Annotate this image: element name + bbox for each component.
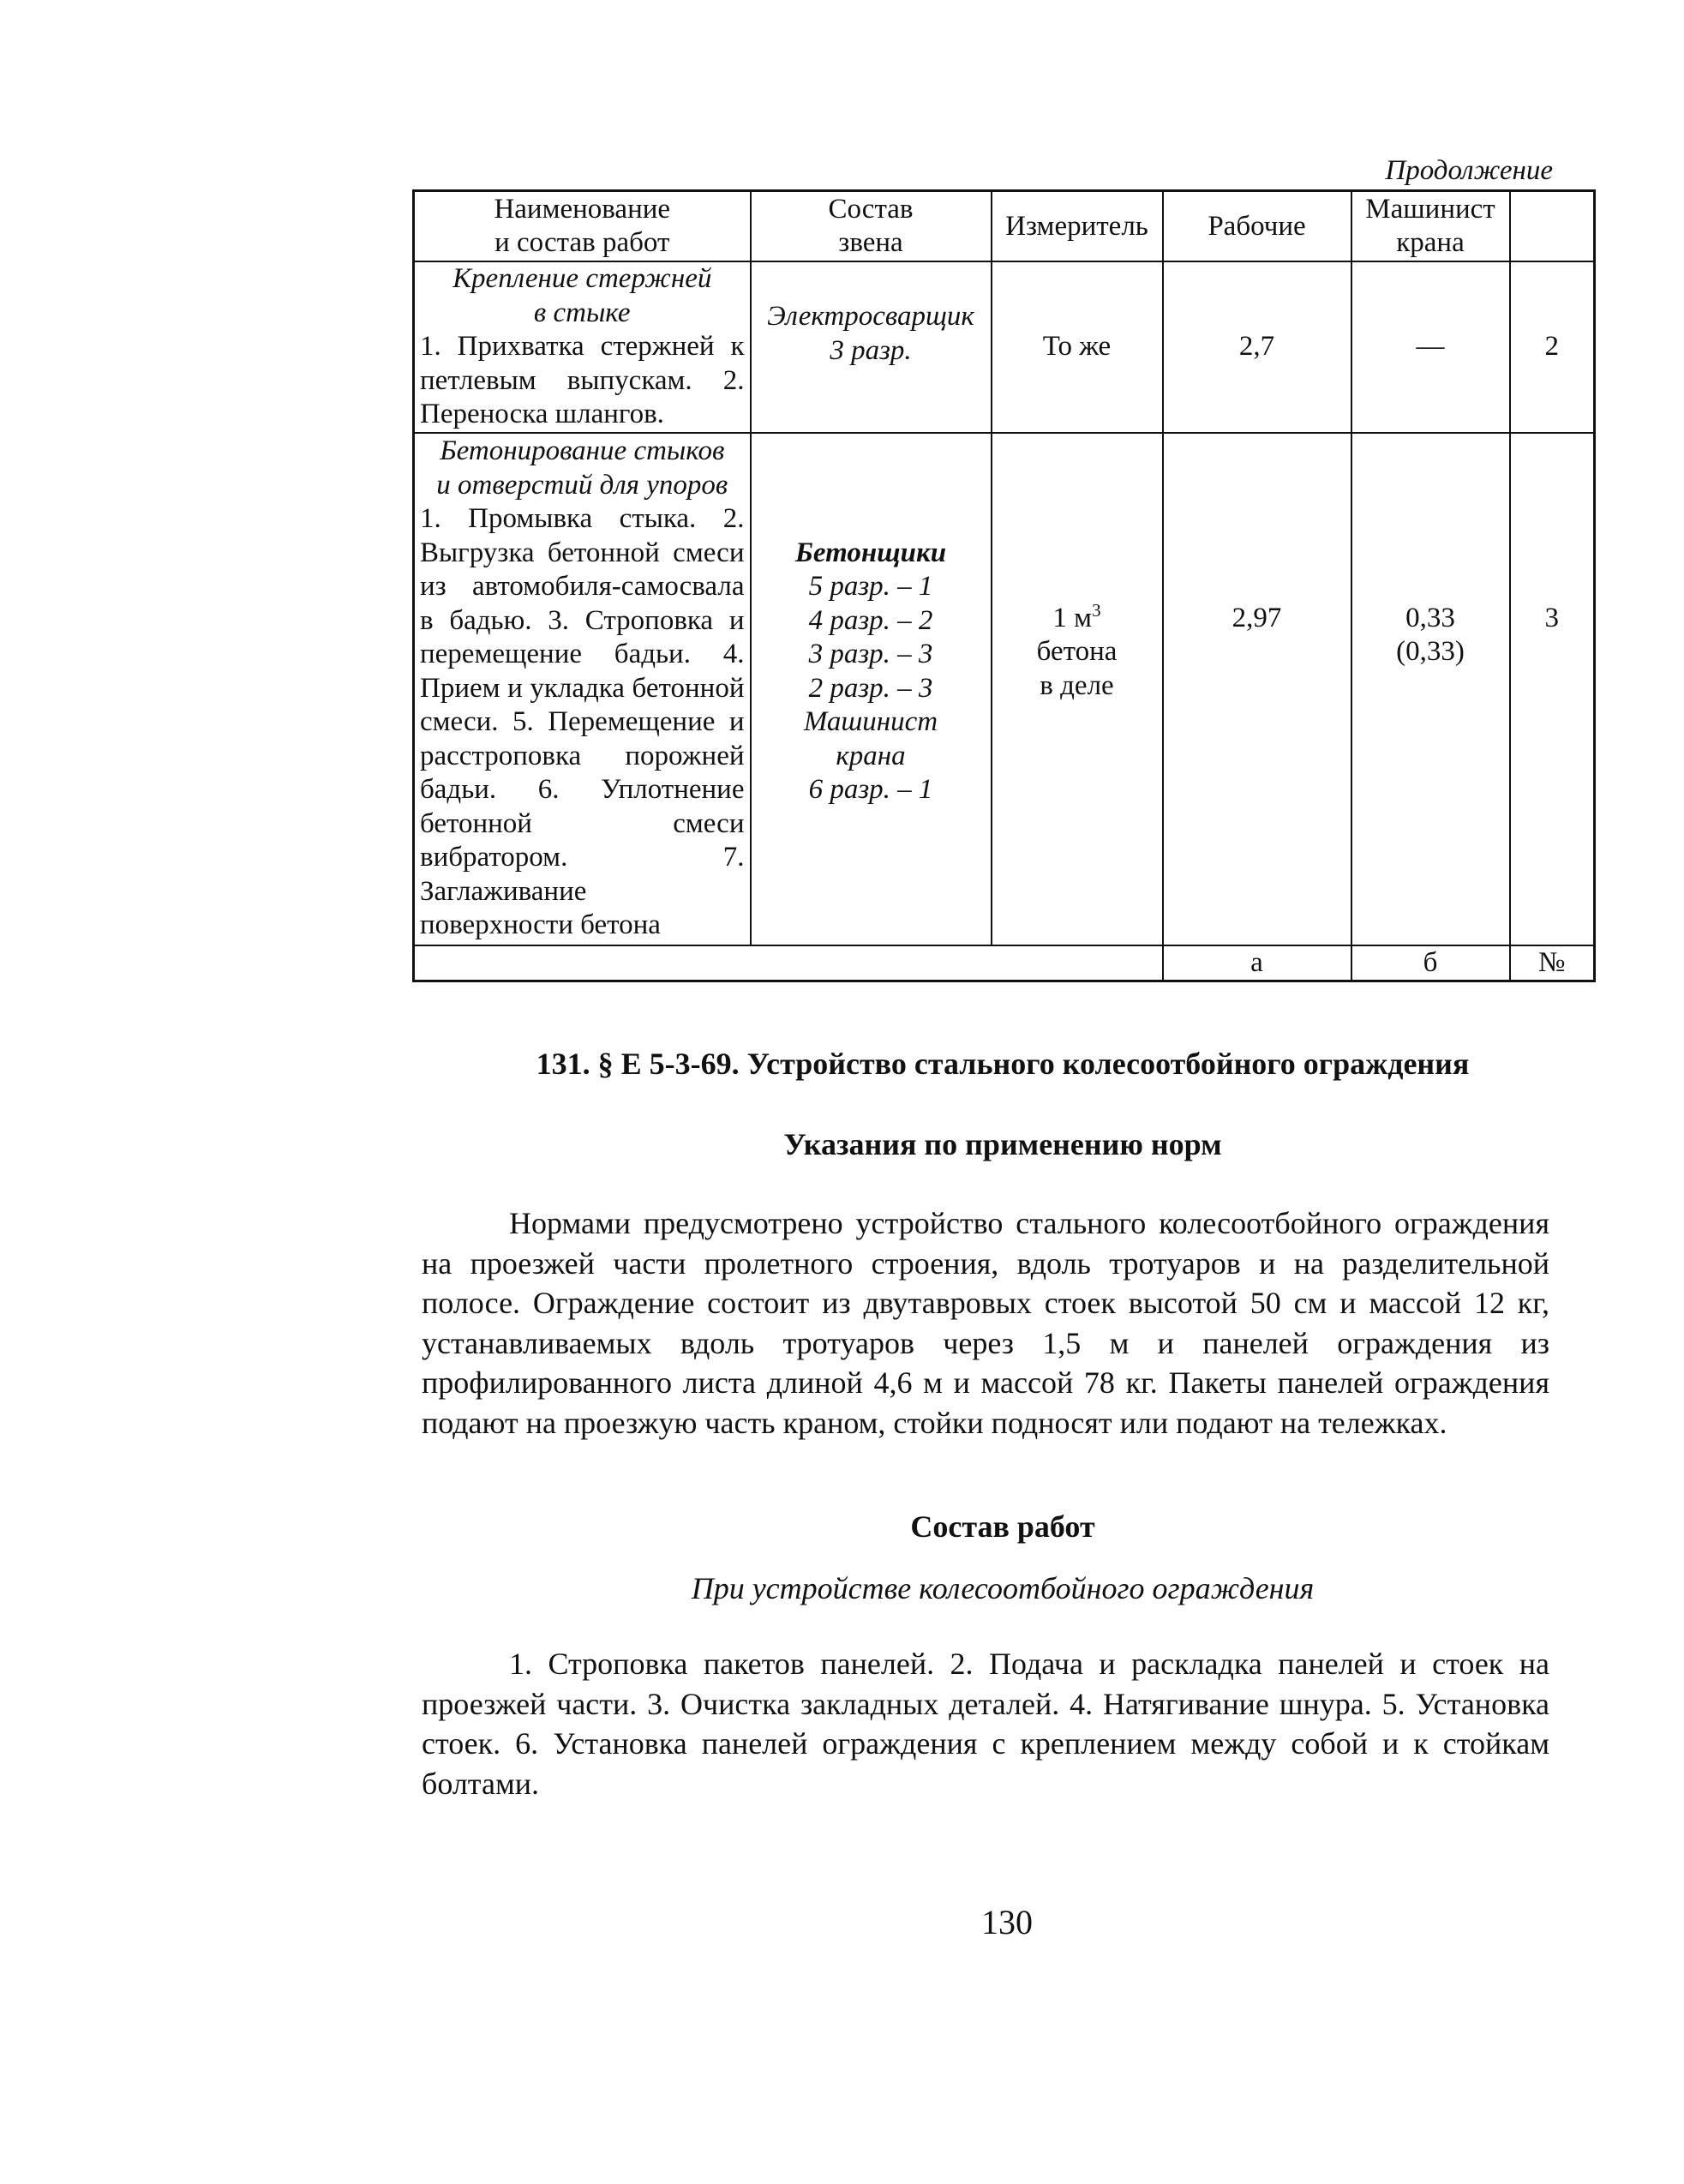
row-number: 3: [1510, 433, 1595, 945]
works-paragraph: 1. Строповка пакетов панелей. 2. Подача и раскладка панелей и стоек на проезжей части. 3. Очистка закладных деталей. 4. Натягивание шнура. 5. Установка стоек. 6. Установка панелей ограждения с креплением между собой и к стойкам болтами.: [422, 1647, 1549, 1801]
footer-col-number: №: [1510, 945, 1595, 981]
header-operator: Машинист крана: [1351, 191, 1510, 262]
table-header-row: [414, 191, 1595, 262]
row-unit: 1 $м^3$ бетона в деле: [992, 433, 1163, 945]
header-workers: Рабочие: [1163, 191, 1351, 262]
row-description: Бетонирование стыков и отверстий для упоров 1. Промывка стыка. 2. Выгрузка бетонной смеси из автомобиля-самосвала в бадью. 3. Строповка и перемещение бадьи. 4. Прием и укладка бетонной смеси. 5. Перемещение и расстроповка порожней бадьи. 6. Уплотнение бетонной смеси вибратором. 7. Заглаживание поверхности бетона: [414, 433, 751, 945]
works-subtitle: При устройстве колесоотбойного ограждения: [691, 1571, 1315, 1605]
header-number: [1510, 191, 1595, 262]
header-crew: Состав звена: [751, 191, 992, 262]
row-number: 2: [1510, 261, 1595, 433]
norms-table: [412, 189, 1596, 982]
page-number: 130: [981, 1903, 1033, 1941]
row-workers: 2,97: [1163, 433, 1351, 945]
row-description: Крепление стержней в стыке 1. Прихватка стержней к петлевым выпускам. 2. Переноска шлангов.: [414, 261, 751, 433]
footer-empty: [414, 945, 1163, 981]
section-title: 131. § Е 5-3-69. Устройство стального колесоотбойного ограждения: [536, 1047, 1470, 1081]
guidelines-title: Указания по применению норм: [783, 1127, 1222, 1161]
continuation-label: Продолжение: [1385, 155, 1553, 186]
row-unit: То же: [992, 261, 1163, 433]
row-operator: —: [1351, 261, 1510, 433]
guidelines-paragraph: Нормами предусмотрено устройство стального колесоотбойного ограждения на проезжей части пролетного строения, вдоль тротуаров и на разделительной полосе. Ограждение состоит из двутавровых стоек высотой 50 см и массой 12 кг, устанавливаемых вдоль тротуаров через 1,5 м и панелей ограждения из профилированного листа длиной 4,6 м и массой 78 кг. Пакеты панелей ограждения подают на проезжую часть краном, стойки подносят или подают на тележках.: [422, 1206, 1549, 1440]
footer-col-b: б: [1351, 945, 1510, 981]
header-name: Наименование и состав работ: [414, 191, 751, 262]
row-operator: 0,33 (0,33): [1351, 433, 1510, 945]
footer-col-a: а: [1163, 945, 1351, 981]
row-workers: 2,7: [1163, 261, 1351, 433]
table-row: [414, 261, 1595, 433]
works-title: Состав работ: [910, 1509, 1095, 1544]
row-crew: Бетонщики 5 разр. – 1 4 разр. – 2 3 разр. – 3 2 разр. – 3 Машинист крана 6 разр. – 1: [751, 433, 992, 945]
table-row: [414, 433, 1595, 945]
header-unit: Измеритель: [992, 191, 1163, 262]
table-footer-row: [414, 945, 1595, 981]
row-crew: Электросварщик 3 разр.: [751, 261, 992, 433]
